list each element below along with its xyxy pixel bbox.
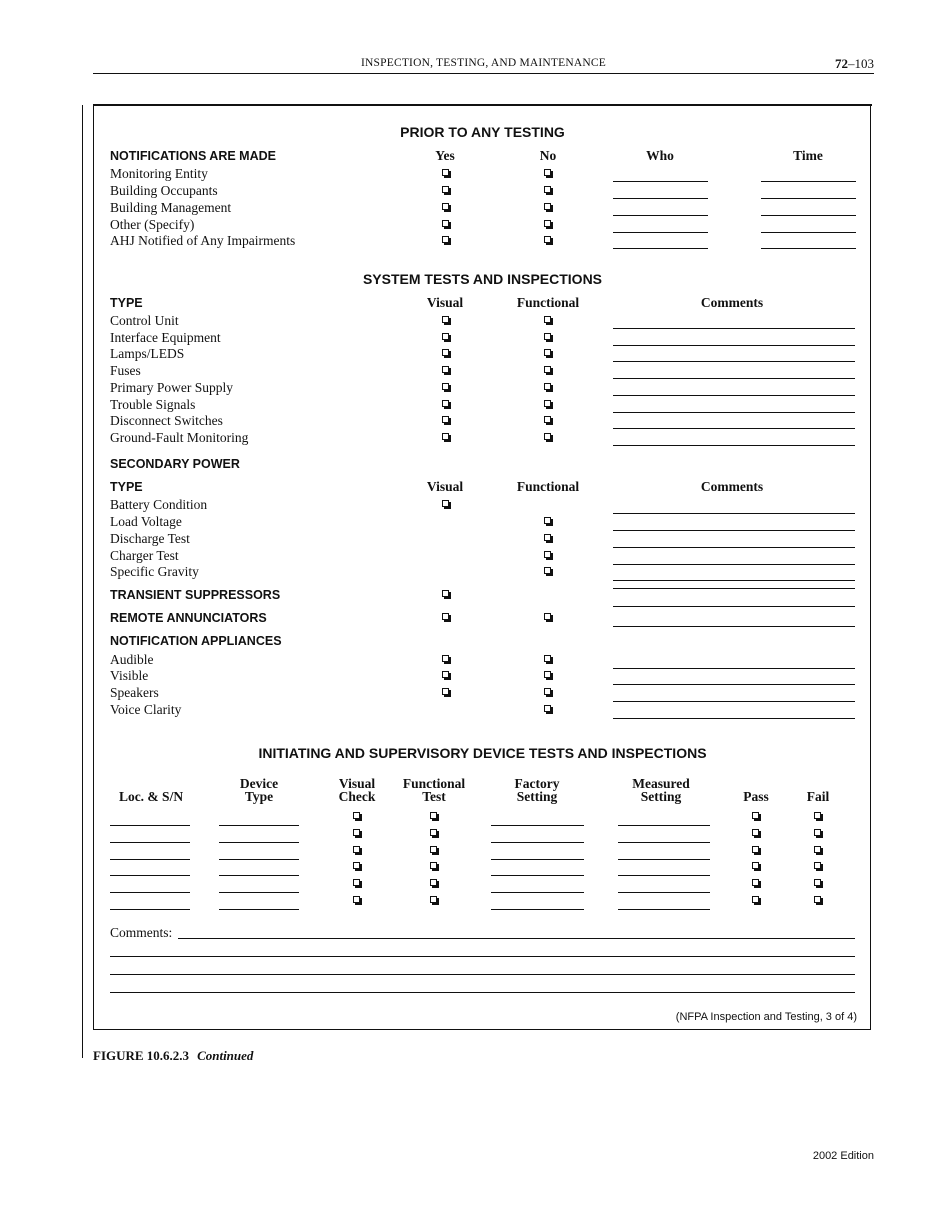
visual-checkbox[interactable]	[442, 655, 449, 662]
comments-line[interactable]	[613, 428, 855, 429]
measured-setting-line[interactable]	[618, 909, 710, 910]
functional-checkbox[interactable]	[544, 333, 551, 340]
visual-check-checkbox[interactable]	[353, 896, 360, 903]
comments-line[interactable]	[613, 588, 855, 589]
factory-setting-line[interactable]	[491, 875, 584, 876]
comments-line[interactable]	[613, 513, 855, 514]
comments-line[interactable]	[613, 580, 855, 581]
location-line[interactable]	[110, 892, 190, 893]
visual-checkbox[interactable]	[442, 316, 449, 323]
device-col-head-line2: Type	[244, 789, 274, 804]
measured-setting-line[interactable]	[618, 825, 710, 826]
time-line[interactable]	[761, 198, 856, 199]
functional-checkbox[interactable]	[544, 705, 551, 712]
pass-checkbox[interactable]	[752, 879, 759, 886]
functional-test-checkbox[interactable]	[430, 879, 437, 886]
time-line[interactable]	[761, 215, 856, 216]
pass-checkbox[interactable]	[752, 862, 759, 869]
device-col-head-line2: Fail	[806, 789, 830, 804]
system-row-label: Interface Equipment	[110, 330, 221, 345]
fail-checkbox[interactable]	[814, 862, 821, 869]
remote-visual-checkbox[interactable]	[442, 613, 449, 620]
col-no: No	[539, 148, 557, 163]
no-checkbox[interactable]	[544, 236, 551, 243]
location-line[interactable]	[110, 859, 190, 860]
comments-line[interactable]	[613, 395, 855, 396]
device-col-head-line2: Test	[422, 789, 446, 804]
system-col-comments: Comments	[700, 295, 764, 310]
system-row-label: Disconnect Switches	[110, 413, 223, 428]
comments-line[interactable]	[613, 445, 855, 446]
location-line[interactable]	[110, 909, 190, 910]
functional-checkbox[interactable]	[544, 655, 551, 662]
system-col-visual: Visual	[426, 295, 464, 310]
no-checkbox[interactable]	[544, 220, 551, 227]
device-col-head-line2: Pass	[743, 789, 769, 804]
visual-check-checkbox[interactable]	[353, 862, 360, 869]
secondary-row-label: Load Voltage	[110, 514, 182, 529]
functional-test-checkbox[interactable]	[430, 829, 437, 836]
functional-checkbox[interactable]	[544, 349, 551, 356]
yes-checkbox[interactable]	[442, 186, 449, 193]
location-line[interactable]	[110, 875, 190, 876]
margin-rule	[82, 105, 83, 1058]
fail-checkbox[interactable]	[814, 812, 821, 819]
remote-functional-checkbox[interactable]	[544, 613, 551, 620]
notification-row-label: Other (Specify)	[110, 217, 195, 232]
remote-comments-line[interactable]	[613, 626, 855, 627]
functional-checkbox[interactable]	[544, 433, 551, 440]
who-line[interactable]	[613, 181, 708, 182]
no-checkbox[interactable]	[544, 186, 551, 193]
device-type-line[interactable]	[219, 825, 299, 826]
col-who: Who	[646, 148, 674, 163]
factory-setting-line[interactable]	[491, 859, 584, 860]
visual-checkbox[interactable]	[442, 500, 449, 507]
page-number-prefix: 72	[835, 56, 848, 71]
figure-caption	[93, 1048, 253, 1064]
system-col-functional: Functional	[516, 295, 580, 310]
secondary-power-heading: SECONDARY POWER	[110, 457, 240, 471]
visual-checkbox[interactable]	[442, 349, 449, 356]
col-time: Time	[793, 148, 823, 163]
location-line[interactable]	[110, 842, 190, 843]
comments-label: Comments:	[110, 925, 173, 940]
device-col-head-line1: Visual	[338, 776, 376, 791]
comments-line[interactable]	[613, 378, 855, 379]
time-line[interactable]	[761, 232, 856, 233]
visual-checkbox[interactable]	[442, 688, 449, 695]
system-row-label: Fuses	[110, 363, 141, 378]
visual-check-checkbox[interactable]	[353, 879, 360, 886]
visual-checkbox[interactable]	[442, 333, 449, 340]
comments-line[interactable]	[178, 938, 855, 939]
no-checkbox[interactable]	[544, 203, 551, 210]
notifications-heading: NOTIFICATIONS ARE MADE	[110, 149, 276, 163]
running-title: INSPECTION, TESTING, AND MAINTENANCE	[361, 57, 606, 69]
system-row-label: Ground-Fault Monitoring	[110, 430, 249, 445]
device-type-line[interactable]	[219, 892, 299, 893]
form-credit: (NFPA Inspection and Testing, 3 of 4)	[675, 1011, 857, 1023]
functional-test-checkbox[interactable]	[430, 812, 437, 819]
appliance-row-label: Visible	[110, 668, 149, 683]
visual-check-checkbox[interactable]	[353, 829, 360, 836]
who-line[interactable]	[613, 215, 708, 216]
comments-line[interactable]	[613, 564, 855, 565]
device-col-head-line1: Measured	[632, 776, 690, 791]
initiating-title: INITIATING AND SUPERVISORY DEVICE TESTS AND INSPECTIONS	[258, 745, 707, 761]
edition-label: 2002 Edition	[812, 1150, 874, 1162]
device-col-head-line1: Functional	[402, 776, 466, 791]
fail-checkbox[interactable]	[814, 896, 821, 903]
appliance-row-label: Speakers	[110, 685, 159, 700]
no-checkbox[interactable]	[544, 169, 551, 176]
functional-test-checkbox[interactable]	[430, 862, 437, 869]
system-type-heading: TYPE	[110, 296, 143, 310]
system-row-label: Primary Power Supply	[110, 380, 233, 395]
yes-checkbox[interactable]	[442, 220, 449, 227]
secondary-col-comments: Comments	[700, 479, 764, 494]
measured-setting-line[interactable]	[618, 875, 710, 876]
page-number	[835, 56, 874, 72]
pass-checkbox[interactable]	[752, 829, 759, 836]
transient-comments-line[interactable]	[613, 606, 855, 607]
secondary-type-heading: TYPE	[110, 480, 143, 494]
comments-line[interactable]	[613, 718, 855, 719]
factory-setting-line[interactable]	[491, 892, 584, 893]
factory-setting-line[interactable]	[491, 909, 584, 910]
measured-setting-line[interactable]	[618, 859, 710, 860]
device-col-head-line1: Device	[239, 776, 279, 791]
appliance-row-label: Audible	[110, 652, 154, 667]
secondary-row-label: Specific Gravity	[110, 564, 199, 579]
who-line[interactable]	[613, 248, 708, 249]
device-type-line[interactable]	[219, 842, 299, 843]
time-line[interactable]	[761, 248, 856, 249]
functional-test-checkbox[interactable]	[430, 846, 437, 853]
yes-checkbox[interactable]	[442, 236, 449, 243]
measured-setting-line[interactable]	[618, 842, 710, 843]
visual-checkbox[interactable]	[442, 366, 449, 373]
fail-checkbox[interactable]	[814, 846, 821, 853]
device-col-head-line2: Setting	[640, 789, 682, 804]
device-type-line[interactable]	[219, 875, 299, 876]
functional-test-checkbox[interactable]	[430, 896, 437, 903]
notification-row-label: Building Occupants	[110, 183, 218, 198]
comments-line[interactable]	[613, 345, 855, 346]
device-col-head-line2: Check	[338, 789, 376, 804]
who-line[interactable]	[613, 232, 708, 233]
fail-checkbox[interactable]	[814, 829, 821, 836]
notification-row-label: AHJ Notified of Any Impairments	[110, 233, 296, 248]
functional-checkbox[interactable]	[544, 316, 551, 323]
comments-line[interactable]	[613, 328, 855, 329]
functional-checkbox[interactable]	[544, 383, 551, 390]
functional-checkbox[interactable]	[544, 671, 551, 678]
visual-check-checkbox[interactable]	[353, 812, 360, 819]
comments-line[interactable]	[613, 701, 855, 702]
secondary-row-label: Discharge Test	[110, 531, 190, 546]
functional-checkbox[interactable]	[544, 517, 551, 524]
visual-checkbox[interactable]	[442, 416, 449, 423]
comments-line[interactable]	[613, 684, 855, 685]
secondary-col-functional: Functional	[516, 479, 580, 494]
comments-line[interactable]	[613, 668, 855, 669]
system-row-label: Lamps/LEDS	[110, 346, 185, 361]
device-col-head-line2: Loc. & S/N	[118, 789, 184, 804]
system-row-label: Control Unit	[110, 313, 179, 328]
comments-line[interactable]	[613, 530, 855, 531]
functional-checkbox[interactable]	[544, 551, 551, 558]
functional-checkbox[interactable]	[544, 400, 551, 407]
comments-line[interactable]	[613, 547, 855, 548]
secondary-row-label: Charger Test	[110, 548, 179, 563]
yes-checkbox[interactable]	[442, 169, 449, 176]
notification-row-label: Monitoring Entity	[110, 166, 208, 181]
fail-checkbox[interactable]	[814, 879, 821, 886]
comments-line[interactable]	[613, 412, 855, 413]
visual-check-checkbox[interactable]	[353, 846, 360, 853]
pass-checkbox[interactable]	[752, 812, 759, 819]
device-type-line[interactable]	[219, 909, 299, 910]
device-col-head-line2: Setting	[516, 789, 558, 804]
figure-continued: Continued	[197, 1048, 254, 1063]
visual-checkbox[interactable]	[442, 383, 449, 390]
figure-number: FIGURE 10.6.2.3	[93, 1048, 190, 1063]
transient-visual-checkbox[interactable]	[442, 590, 449, 597]
system-row-label: Trouble Signals	[110, 397, 196, 412]
functional-checkbox[interactable]	[544, 688, 551, 695]
functional-checkbox[interactable]	[544, 366, 551, 373]
form-frame-top-rule	[93, 104, 872, 106]
secondary-row-label: Battery Condition	[110, 497, 208, 512]
who-line[interactable]	[613, 198, 708, 199]
time-line[interactable]	[761, 181, 856, 182]
visual-checkbox[interactable]	[442, 671, 449, 678]
comments-line[interactable]	[110, 992, 855, 993]
device-type-line[interactable]	[219, 859, 299, 860]
notification-row-label: Building Management	[110, 200, 232, 215]
visual-checkbox[interactable]	[442, 433, 449, 440]
visual-checkbox[interactable]	[442, 400, 449, 407]
measured-setting-line[interactable]	[618, 892, 710, 893]
pass-checkbox[interactable]	[752, 846, 759, 853]
page-number-suffix: –103	[848, 56, 874, 71]
transient-suppressors-heading: TRANSIENT SUPPRESSORS	[110, 588, 281, 602]
prior-testing-title: PRIOR TO ANY TESTING	[400, 124, 565, 140]
col-yes: Yes	[435, 148, 455, 163]
system-tests-title: SYSTEM TESTS AND INSPECTIONS	[362, 271, 603, 287]
factory-setting-line[interactable]	[491, 825, 584, 826]
functional-checkbox[interactable]	[544, 567, 551, 574]
functional-checkbox[interactable]	[544, 416, 551, 423]
comments-line[interactable]	[613, 361, 855, 362]
secondary-col-visual: Visual	[426, 479, 464, 494]
notification-appliances-heading: NOTIFICATION APPLIANCES	[110, 634, 282, 648]
functional-checkbox[interactable]	[544, 534, 551, 541]
location-line[interactable]	[110, 825, 190, 826]
comments-line[interactable]	[110, 956, 855, 957]
yes-checkbox[interactable]	[442, 203, 449, 210]
factory-setting-line[interactable]	[491, 842, 584, 843]
appliance-row-label: Voice Clarity	[110, 702, 182, 717]
device-col-head-line1: Factory	[514, 776, 560, 791]
running-head	[93, 56, 874, 74]
pass-checkbox[interactable]	[752, 896, 759, 903]
remote-annunciators-heading: REMOTE ANNUNCIATORS	[110, 611, 267, 625]
comments-line[interactable]	[110, 974, 855, 975]
header-rule	[93, 73, 874, 74]
